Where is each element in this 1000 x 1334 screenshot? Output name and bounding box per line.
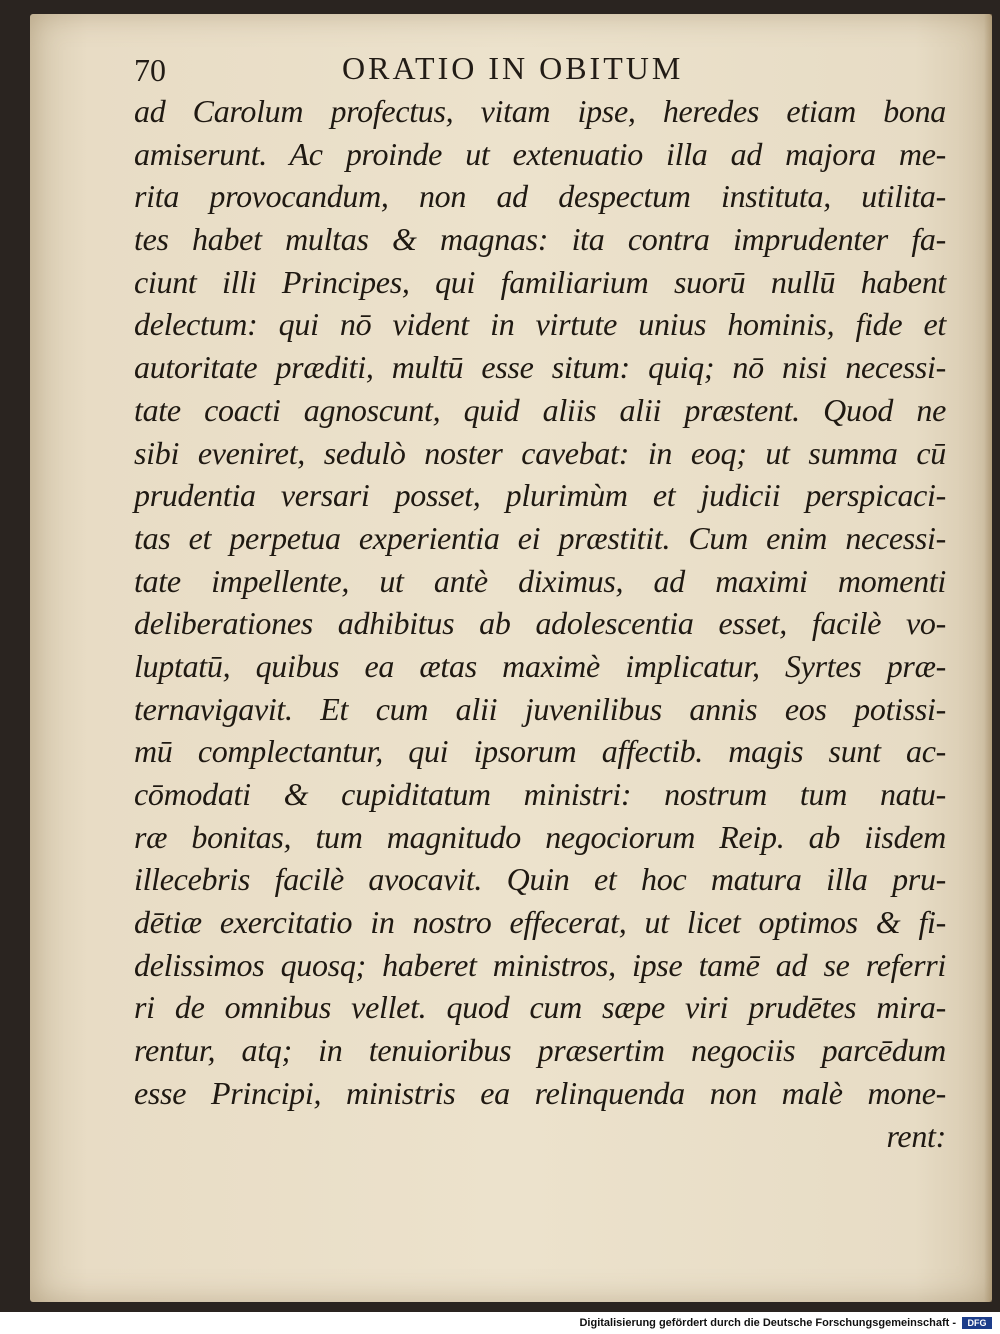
text-line: amiserunt. Ac proinde ut extenuatio illa ad majora me- <box>134 135 946 172</box>
text-line: autoritate præditi, multū esse situm: quiq; nō nisi necessi- <box>134 349 946 386</box>
body-text <box>134 90 946 1157</box>
text-line: esse Principi, ministris ea relinquenda non malè mone- <box>134 1074 946 1111</box>
footer-bar <box>0 1312 1000 1334</box>
text-line: rentur, atq; in tenuioribus præsertim negociis parcēdum <box>134 1032 946 1069</box>
text-line: cōmodati & cupiditatum ministri: nostrum tum natu- <box>134 776 946 812</box>
running-head-title: ORATIO IN OBITUM <box>342 50 684 86</box>
text-line: illecebris facilè avocavit. Quin et hoc matura illa pru- <box>134 861 946 898</box>
text-line: luptatū, quibus ea ætas maximè implicatur, Syrtes præ- <box>134 647 946 684</box>
catchword: rent: <box>886 1117 946 1154</box>
text-line: tate coacti agnoscunt, quid aliis alii præstent. Quod ne <box>134 391 946 428</box>
page-number: 70 <box>134 52 166 88</box>
text-line: tate impellente, ut antè diximus, ad maximi momenti <box>134 562 946 599</box>
page-edge-shadow <box>984 14 992 1302</box>
text-line: delissimos quosq; haberet ministros, ipse tamē ad se referri <box>134 946 946 983</box>
text-line: rita provocandum, non ad despectum instituta, utilita- <box>134 178 946 215</box>
text-line: ad Carolum profectus, vitam ipse, heredes etiam bona <box>134 93 946 129</box>
dfg-logo: DFG <box>962 1317 992 1329</box>
text-line: sibi eveniret, sedulò noster cavebat: in eoq; ut summa cū <box>134 434 946 471</box>
text-line: ri de omnibus vellet. quod cum sæpe viri prudētes mira- <box>134 989 946 1026</box>
text-line: delectum: qui nō vident in virtute unius hominis, fide et <box>134 306 946 343</box>
text-line: ciunt illi Principes, qui familiarium suorū nullū habent <box>134 263 946 300</box>
funding-credit: Digitalisierung gefördert durch die Deutsche Forschungsgemeinschaft - <box>579 1317 956 1329</box>
text-line: prudentia versari posset, plurimùm et judicii perspicaci- <box>134 477 946 514</box>
text-line: ræ bonitas, tum magnitudo negociorum Reip. ab iisdem <box>134 818 946 855</box>
running-head <box>134 50 934 94</box>
text-line: mū complectantur, qui ipsorum affectib. magis sunt ac- <box>134 733 946 770</box>
text-line: dētiæ exercitatio in nostro effecerat, ut licet optimos & fi- <box>134 904 946 941</box>
text-line: tas et perpetua experientia ei præstitit. Cum enim necessi- <box>134 519 946 556</box>
text-line: ternavigavit. Et cum alii juvenilibus annis eos potissi- <box>134 690 946 727</box>
text-line: tes habet multas & magnas: ita contra imprudenter fa- <box>134 221 946 258</box>
text-line: deliberationes adhibitus ab adolescentia esset, facilè vo- <box>134 605 946 642</box>
